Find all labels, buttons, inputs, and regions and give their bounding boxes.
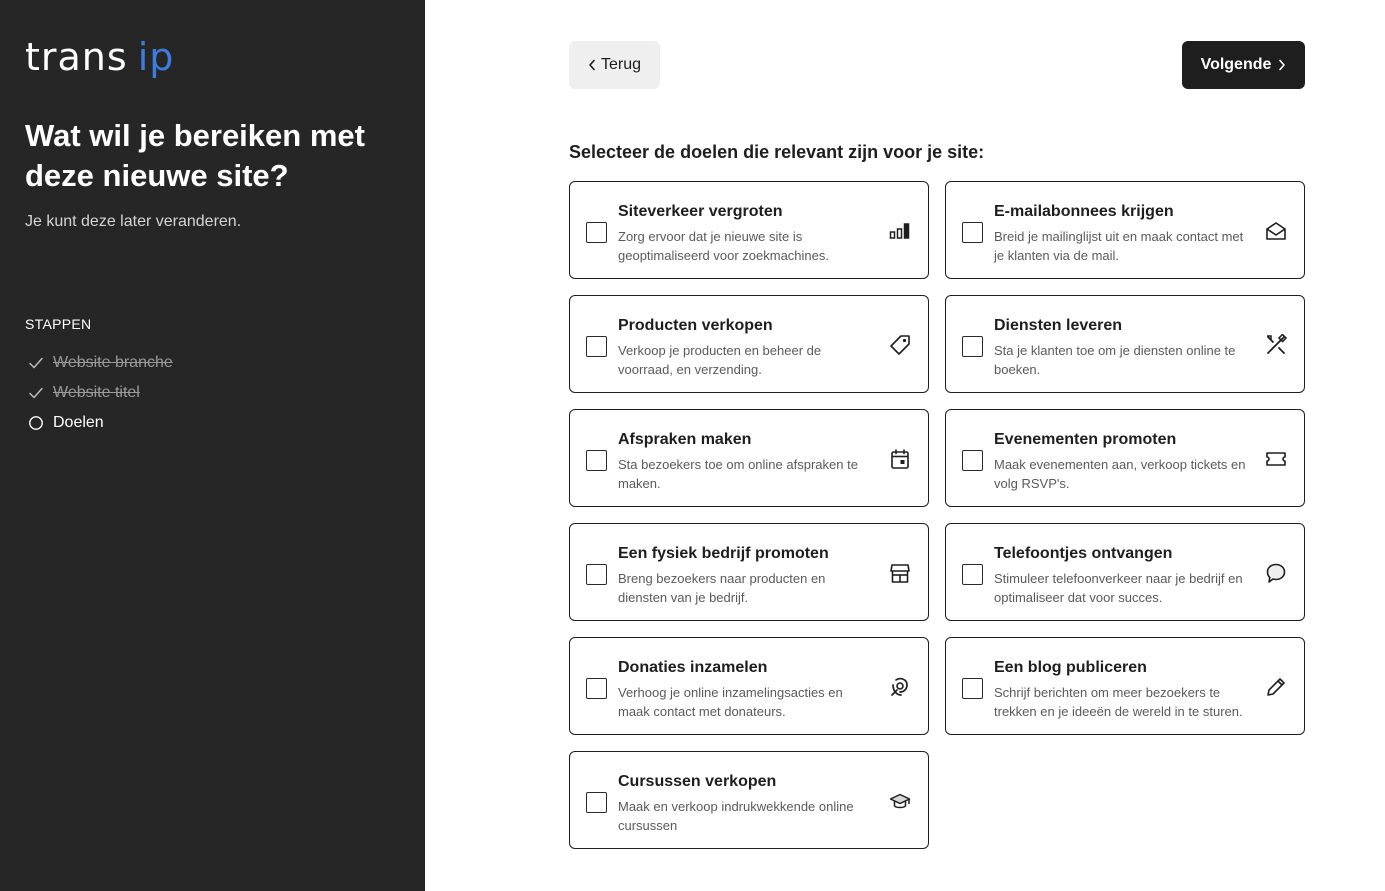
back-button-label: Terug <box>600 56 642 73</box>
goal-checkbox[interactable] <box>962 564 983 585</box>
check-icon <box>25 352 47 374</box>
speech-bubble-icon <box>1264 561 1288 585</box>
goal-checkbox[interactable] <box>962 336 983 357</box>
calendar-icon <box>888 447 912 471</box>
goal-checkbox[interactable] <box>586 792 607 813</box>
step-label: Website branche <box>53 354 173 371</box>
goal-description: Breid je mailinglijst uit en maak contact met je klanten via de mail. <box>994 229 1244 263</box>
goal-title: Evenementen promoten <box>994 431 1177 448</box>
goals-grid <box>569 181 1305 849</box>
goal-title: Afspraken maken <box>618 431 752 448</box>
storefront-icon <box>888 561 912 585</box>
check-icon <box>25 382 47 404</box>
goal-checkbox[interactable] <box>586 564 607 585</box>
goal-description: Zorg ervoor dat je nieuwe site is geoptimaliseerd voor zoekmachines. <box>618 229 829 263</box>
goal-card-diensten[interactable] <box>945 295 1305 393</box>
goal-description: Breng bezoekers naar producten en diensten van je bedrijf. <box>618 571 826 605</box>
goal-card-cursussen[interactable] <box>569 751 929 849</box>
goal-title: Diensten leveren <box>994 317 1123 334</box>
goal-checkbox[interactable] <box>586 336 607 357</box>
transip-logo <box>25 35 175 79</box>
goal-title: E-mailabonnees krijgen <box>994 203 1174 220</box>
page-heading: Wat wil je bereiken met deze nieuwe site? <box>25 118 365 193</box>
goals-question: Selecteer de doelen die relevant zijn voor je site: <box>569 142 985 162</box>
goal-description: Stimuleer telefoonverkeer naar je bedrijf en optimaliseer dat voor succes. <box>994 571 1243 605</box>
goal-card-fysiek-bedrijf[interactable] <box>569 523 929 621</box>
goal-checkbox[interactable] <box>962 222 983 243</box>
goal-description: Verhoog je online inzamelingsacties en maak contact met donateurs. <box>618 685 843 719</box>
donation-icon <box>888 675 912 699</box>
chevron-left-icon <box>588 59 596 71</box>
goal-description: Schrijf berichten om meer bezoekers te trekken en je ideeën de wereld in te sturen. <box>994 685 1243 719</box>
goal-card-blog[interactable] <box>945 637 1305 735</box>
logo-text-trans: trans <box>25 35 128 79</box>
goal-card-afspraken[interactable] <box>569 409 929 507</box>
step-doelen <box>25 408 173 438</box>
graduation-cap-icon <box>888 789 912 813</box>
goal-card-evenementen[interactable] <box>945 409 1305 507</box>
goal-title: Donaties inzamelen <box>618 659 768 676</box>
back-button[interactable] <box>569 41 660 89</box>
logo-text-ip: ip <box>137 35 175 79</box>
goal-card-telefoontjes[interactable] <box>945 523 1305 621</box>
goal-card-donaties[interactable] <box>569 637 929 735</box>
goal-title: Siteverkeer vergroten <box>618 203 783 220</box>
goal-checkbox[interactable] <box>962 450 983 471</box>
goal-checkbox[interactable] <box>586 678 607 699</box>
goal-description: Sta je klanten toe om je diensten online te boeken. <box>994 343 1236 377</box>
step-label: Doelen <box>53 414 104 431</box>
goal-card-siteverkeer[interactable] <box>569 181 929 279</box>
sidebar <box>0 0 425 891</box>
goal-card-email[interactable] <box>945 181 1305 279</box>
next-button-label: Volgende <box>1200 56 1272 73</box>
goal-title: Een blog publiceren <box>994 659 1147 676</box>
goal-checkbox[interactable] <box>586 222 607 243</box>
step-label: Website titel <box>53 384 140 401</box>
ticket-icon <box>1264 447 1288 471</box>
goal-card-producten[interactable] <box>569 295 929 393</box>
envelope-open-icon <box>1264 219 1288 243</box>
step-website-branche <box>25 348 173 378</box>
tools-icon <box>1264 333 1288 357</box>
goal-title: Cursussen verkopen <box>618 773 777 790</box>
goal-description: Maak en verkoop indrukwekkende online cursussen <box>618 799 854 833</box>
goal-checkbox[interactable] <box>586 450 607 471</box>
next-button[interactable] <box>1182 41 1305 89</box>
bar-chart-icon <box>888 219 912 243</box>
goal-checkbox[interactable] <box>962 678 983 699</box>
pencil-icon <box>1264 675 1288 699</box>
goal-description: Maak evenementen aan, verkoop tickets en volg RSVP's. <box>994 457 1246 491</box>
steps-list <box>25 348 173 438</box>
goal-title: Producten verkopen <box>618 317 773 334</box>
step-website-titel <box>25 378 173 408</box>
goal-description: Verkoop je producten en beheer de voorraad, en verzending. <box>618 343 822 377</box>
steps-title: STAPPEN <box>25 316 92 332</box>
price-tag-icon <box>888 333 912 357</box>
page-subheading: Je kunt deze later veranderen. <box>25 213 242 230</box>
goal-title: Een fysiek bedrijf promoten <box>618 545 829 562</box>
chevron-right-icon <box>1278 59 1286 71</box>
goal-title: Telefoontjes ontvangen <box>994 545 1173 562</box>
circle-icon <box>25 412 47 434</box>
goal-description: Sta bezoekers toe om online afspraken te maken. <box>618 457 858 491</box>
